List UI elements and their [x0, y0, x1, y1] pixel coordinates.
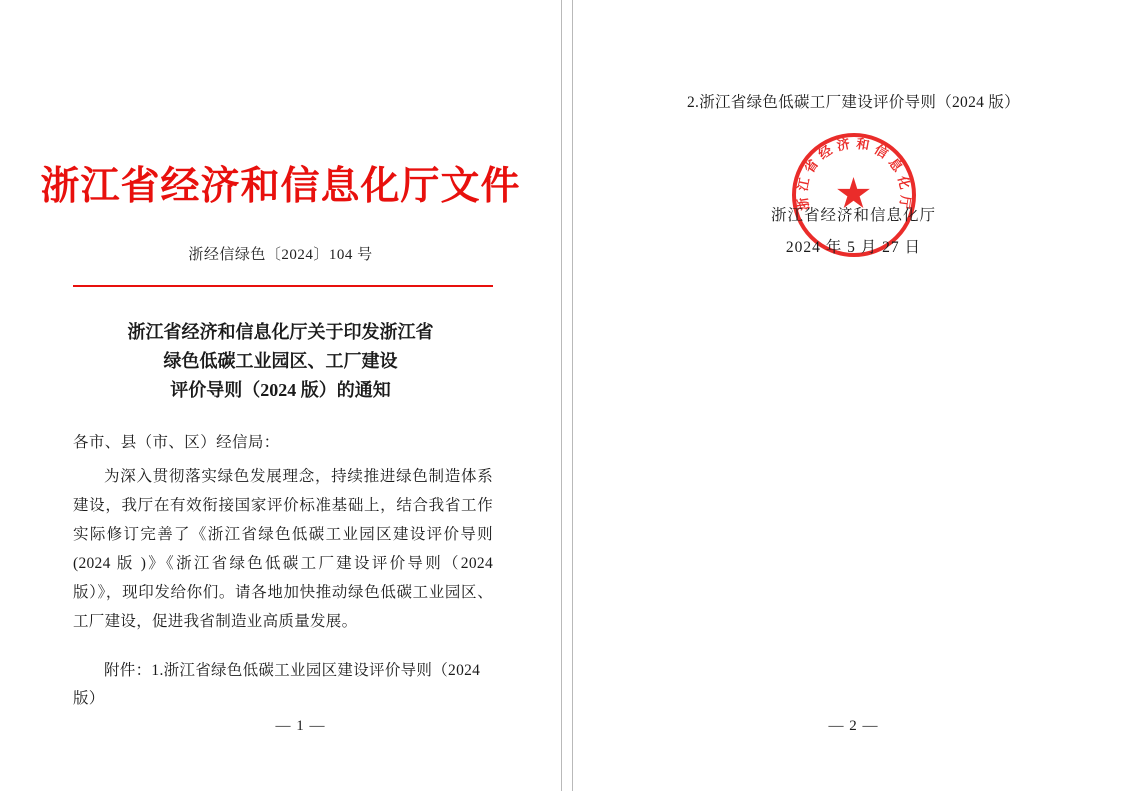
document-number: 浙经信绿色〔2024〕104 号	[188, 247, 373, 263]
salutation: 各市、县（市、区）经信局：	[73, 434, 280, 451]
attachment-line	[73, 657, 503, 713]
page-title-line-2: 绿色低碳工业园区、工厂建设	[163, 351, 398, 371]
document-page-2	[572, 0, 1134, 791]
attachment-item-1: 1.浙江省绿色低碳工业园区建设评价导则（2024 版）	[73, 662, 481, 707]
signature-block	[573, 200, 1134, 264]
page-gap	[562, 0, 572, 791]
page-title	[0, 318, 561, 405]
signer-name: 浙江省经济和信息化厅	[770, 207, 936, 224]
attachment-label: 附件：	[104, 662, 152, 679]
red-divider-rule	[73, 285, 493, 287]
document-page-1	[0, 0, 562, 791]
signature-date: 2024 年 5 月 27 日	[785, 239, 922, 256]
seal-ring-text: 浙 江 省 经 济 和 信 息 化 厅	[795, 136, 912, 212]
page-title-line-1: 浙江省经济和信息化厅关于印发浙江省	[127, 322, 434, 342]
body-text	[73, 462, 493, 636]
page-number: — 2 —	[828, 718, 879, 734]
attachment-section	[73, 657, 503, 713]
issuer-header: 浙江省经济和信息化厅文件	[40, 163, 521, 209]
page-title-line-3: 评价导则（2024 版）的通知	[170, 380, 391, 400]
attachment-item-2: 2.浙江省绿色低碳工厂建设评价导则（2024 版）	[686, 94, 1020, 111]
body-paragraph: 为深入贯彻落实绿色发展理念，持续推进绿色制造体系建设，我厅在有效衔接国家评价标准基础上，结合我省工作实际修订完善了《浙江省绿色低碳工业园区建设评价导则(2024 版 )》《浙江省绿色低碳工厂建设评价导则（2024 版）》，现印发给你们。请各地加快推动绿色低碳工业园区、工厂建设，促进我省制造业高质量发展。	[73, 468, 493, 630]
page-number: — 1 —	[275, 718, 326, 734]
